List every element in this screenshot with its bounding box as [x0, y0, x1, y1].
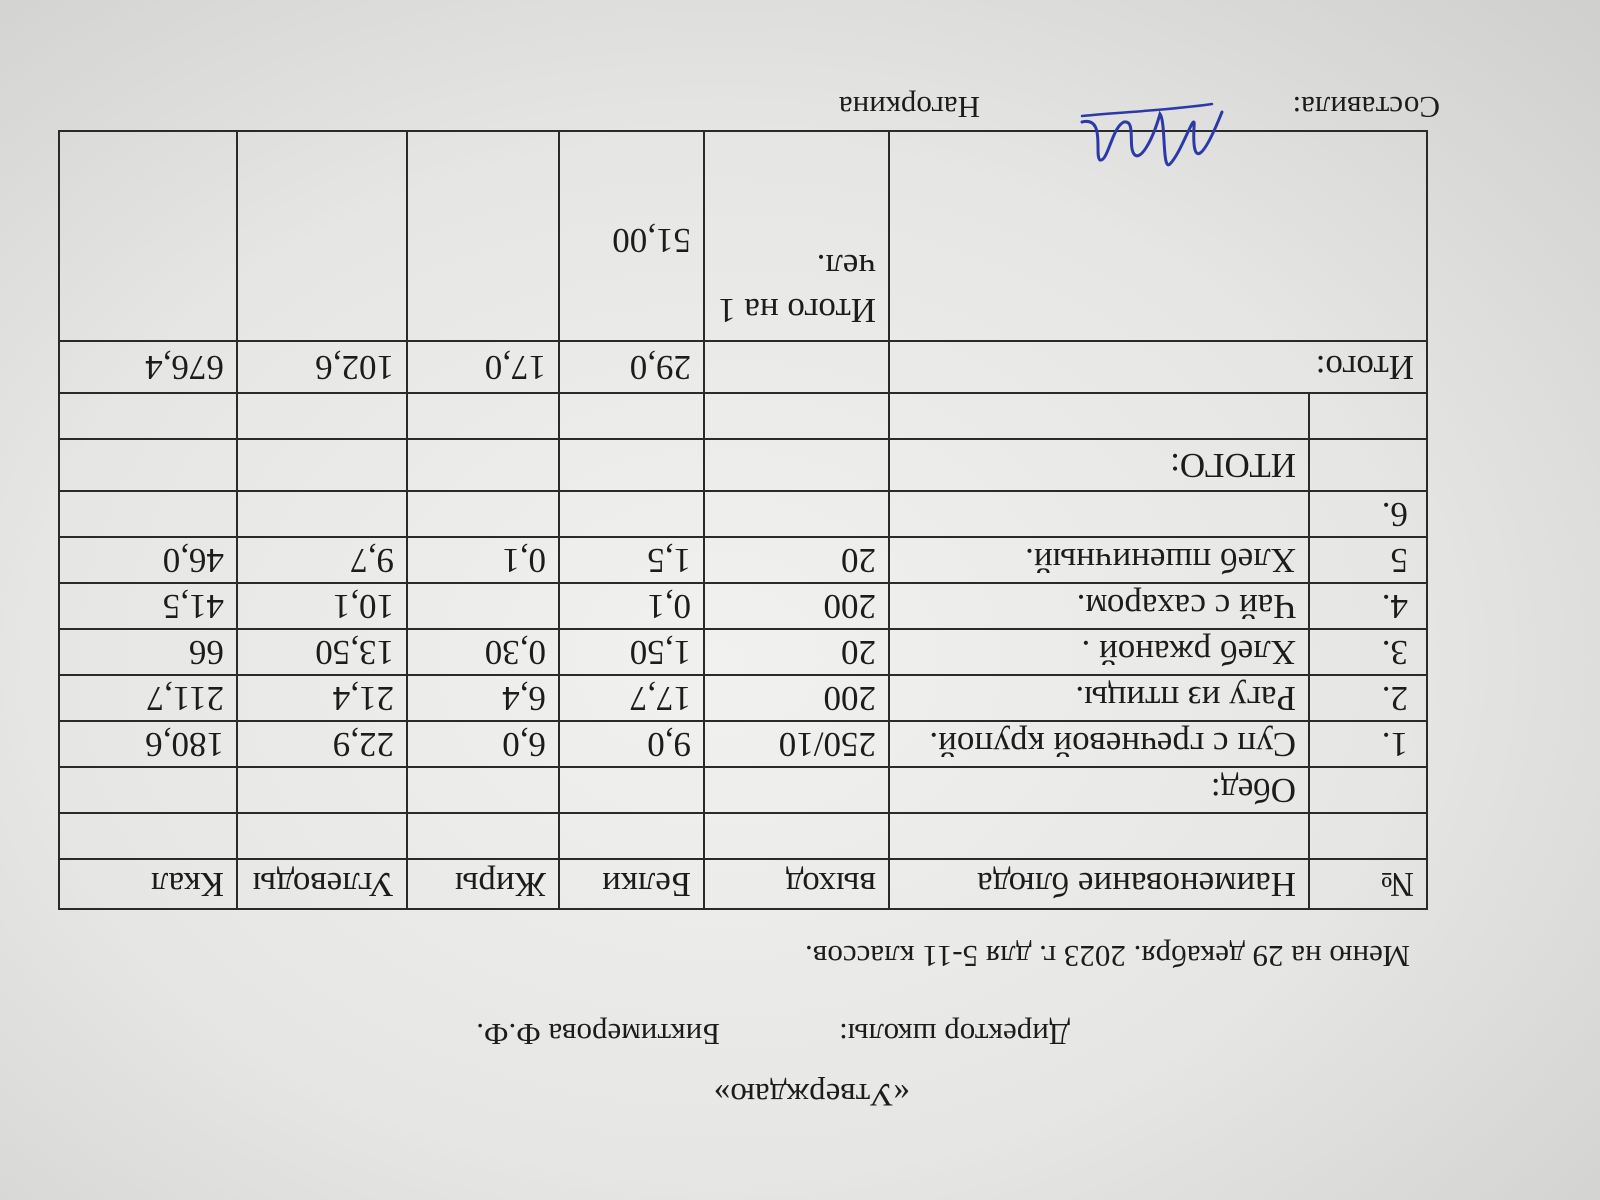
row-number: 1. — [1309, 721, 1427, 767]
section-row — [59, 767, 1427, 813]
row-number: 2. — [1309, 675, 1427, 721]
total-row — [59, 341, 1427, 393]
director-label: Директор школы: — [839, 1017, 1070, 1052]
dish-name: Хлеб пшеничный. — [889, 537, 1309, 583]
dish-fats: 0,30 — [407, 629, 559, 675]
row-number: 6. — [1309, 491, 1427, 537]
dish-name — [889, 491, 1309, 537]
table-row — [59, 583, 1427, 629]
col-header-proteins: Белки — [559, 859, 704, 909]
dish-kcal: 41,5 — [59, 583, 237, 629]
per-person-label: Итого на 1 чел. — [704, 131, 889, 341]
itogo-caps-label: ИТОГО: — [889, 439, 1309, 491]
menu-table — [58, 130, 1428, 910]
total-carbs: 102,6 — [237, 341, 407, 393]
col-header-fats: Жиры — [407, 859, 559, 909]
composer-name: Нагоркина — [838, 90, 980, 125]
dish-yield — [704, 491, 889, 537]
total-proteins: 29,0 — [559, 341, 704, 393]
dish-yield: 200 — [704, 583, 889, 629]
dish-proteins — [559, 491, 704, 537]
table-header-row — [59, 859, 1427, 909]
dish-yield: 20 — [704, 629, 889, 675]
composer-label: Составила: — [1292, 90, 1440, 125]
dish-proteins: 17,7 — [559, 675, 704, 721]
row-number: 5 — [1309, 537, 1427, 583]
dish-fats — [407, 583, 559, 629]
dish-proteins: 1,50 — [559, 629, 704, 675]
per-person-value: 51,00 — [559, 131, 704, 341]
section-label: Обед: — [889, 767, 1309, 813]
table-row — [59, 491, 1427, 537]
handwritten-signature — [1072, 92, 1232, 182]
col-header-number: № — [1309, 859, 1427, 909]
col-header-yield: выход — [704, 859, 889, 909]
dish-fats — [407, 491, 559, 537]
table-row — [59, 537, 1427, 583]
director-name: Биктимерова Ф.Ф. — [476, 1017, 720, 1052]
dish-name: Чай с сахаром. — [889, 583, 1309, 629]
dish-fats: 0,1 — [407, 537, 559, 583]
dish-kcal: 66 — [59, 629, 237, 675]
dish-kcal — [59, 491, 237, 537]
total-fats: 17,0 — [407, 341, 559, 393]
dish-proteins: 1,5 — [559, 537, 704, 583]
dish-carbs: 13,50 — [237, 629, 407, 675]
empty-row — [59, 393, 1427, 439]
dish-name: Суп с гречневой крупой. — [889, 721, 1309, 767]
dish-yield: 250/10 — [704, 721, 889, 767]
menu-title: Меню на 29 декабря. 2023 г. для 5-11 классов. — [804, 939, 1410, 974]
table-row — [59, 629, 1427, 675]
dish-yield: 20 — [704, 537, 889, 583]
dish-name: Рагу из птицы. — [889, 675, 1309, 721]
dish-kcal: 180,6 — [59, 721, 237, 767]
dish-proteins: 0,1 — [559, 583, 704, 629]
itogo-caps-row — [59, 439, 1427, 491]
approval-heading: «Утверждаю» — [713, 1076, 910, 1112]
row-number: 4. — [1309, 583, 1427, 629]
dish-proteins: 9,0 — [559, 721, 704, 767]
dish-kcal: 211,7 — [59, 675, 237, 721]
col-header-dish: Наименование блюда — [889, 859, 1309, 909]
table-row — [59, 675, 1427, 721]
col-header-carbs: Углеводы — [237, 859, 407, 909]
empty-row — [59, 813, 1427, 859]
dish-fats: 6,4 — [407, 675, 559, 721]
dish-yield: 200 — [704, 675, 889, 721]
total-label: Итого: — [889, 341, 1427, 393]
table-row — [59, 721, 1427, 767]
dish-carbs: 9,7 — [237, 537, 407, 583]
dish-carbs: 10,1 — [237, 583, 407, 629]
col-header-kcal: Ккал — [59, 859, 237, 909]
dish-carbs: 22,9 — [237, 721, 407, 767]
dish-fats: 6,0 — [407, 721, 559, 767]
dish-carbs — [237, 491, 407, 537]
dish-carbs: 21,4 — [237, 675, 407, 721]
total-kcal: 676,4 — [59, 341, 237, 393]
dish-name: Хлеб ржаной . — [889, 629, 1309, 675]
dish-kcal: 46,0 — [59, 537, 237, 583]
row-number: 3. — [1309, 629, 1427, 675]
